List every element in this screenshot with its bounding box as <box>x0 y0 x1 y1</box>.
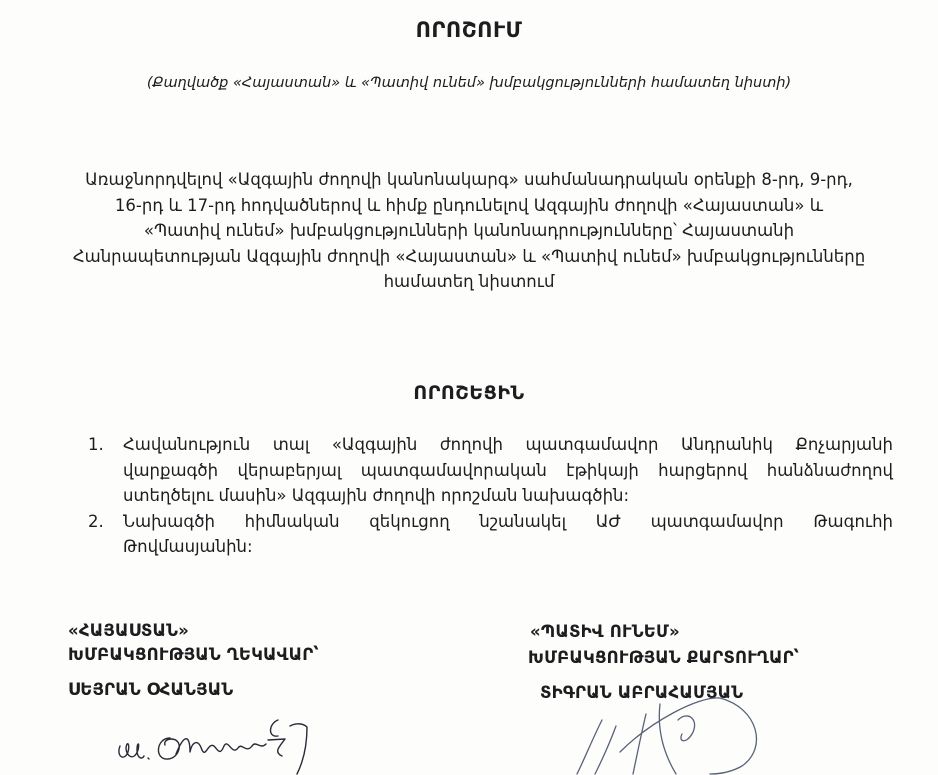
decision-line: ստեղծելու մասին» Ազգային ժողովի որոշման նախագծին: <box>123 486 630 505</box>
document-title: ՈՐՈՇՈՒՄ <box>415 18 523 42</box>
preamble-line: համատեղ նիստում <box>383 272 555 291</box>
signatory-right-role: ԽՄԲԱԿՑՈՒԹՅԱՆ ՔԱՐՏՈՒՂԱՐ՝ <box>528 648 800 667</box>
signature-stroke <box>659 704 676 774</box>
decision-line: Հավանություն տալ «Ազգային ժողովի պատգամավոր Անդրանիկ Քոչարյանի <box>123 435 893 454</box>
decision-text <box>123 432 893 509</box>
decision-item-1 <box>88 432 893 509</box>
signature-left <box>110 712 310 775</box>
signatory-left-role: ԽՄԲԱԿՑՈՒԹՅԱՆ ՂԵԿԱՎԱՐ՝ <box>68 645 319 664</box>
signature-stroke <box>268 720 285 756</box>
signature-stroke <box>148 758 149 759</box>
decision-line: վարքագծի վերաբերյալ պատգամավորական էթիկայի հարցերով հանձնաժողով <box>123 460 893 480</box>
decision-line: Նախագծի հիմնական զեկուցող նշանակել ԱԺ պատգամավոր Թագուհի <box>123 511 893 531</box>
signatory-right-faction: «ՊԱՏԻՎ ՈՒՆԵՄ» <box>530 622 680 641</box>
decision-number: 2. <box>88 511 104 531</box>
signature-stroke <box>176 739 266 754</box>
preamble-line: Առաջնորդվելով «Ազգային ժողովի կանոնակարգ» սահմանադրական օրենքի 8-րդ, 9-րդ, <box>85 170 853 189</box>
decision-heading: ՈՐՈՇԵՑԻՆ <box>413 382 525 404</box>
signature-right-drawing <box>560 690 770 775</box>
document-subtitle: (Քաղվածք «Հայաստան» և «Պատիվ ունեմ» խմբակցությունների համատեղ նիստի) <box>146 75 792 91</box>
signature-left-drawing <box>110 712 310 775</box>
signature-stroke <box>119 744 144 758</box>
signatory-left-faction: «ՀԱՅԱՍՏԱՆ» <box>68 621 189 640</box>
signatory-left-name: ՍԵՅՐԱՆ ՕՀԱՆՅԱՆ <box>68 680 234 699</box>
decision-line: Թովմասյանին: <box>123 537 253 556</box>
decisions-list <box>88 432 893 560</box>
preamble-line: «Պատիվ ունեմ» խմբակցությունների կանոնադրությունները՝ Հայաստանի <box>143 221 795 240</box>
signature-stroke <box>290 724 307 774</box>
signature-stroke <box>595 726 616 774</box>
decision-item-2 <box>88 509 893 560</box>
preamble-paragraph <box>29 167 909 295</box>
signatory-right-name: ՏԻԳՐԱՆ ԱԲՐԱՀԱՄՅԱՆ <box>540 683 744 702</box>
signature-stroke <box>158 738 179 759</box>
preamble-line: Հանրապետության Ազգային ժողովի «Հայաստան» և «Պատիվ ունեմ» խմբակցությունները <box>72 246 866 266</box>
signature-stroke <box>633 714 646 774</box>
decision-number: 1. <box>88 435 104 454</box>
decision-text <box>123 509 893 560</box>
signature-right <box>560 690 770 775</box>
signature-stroke <box>678 716 695 741</box>
preamble-line: 16-րդ և 17-րդ հոդվածներով և հիմք ընդունելով Ազգային ժողովի «Հայաստան» և <box>114 195 824 215</box>
